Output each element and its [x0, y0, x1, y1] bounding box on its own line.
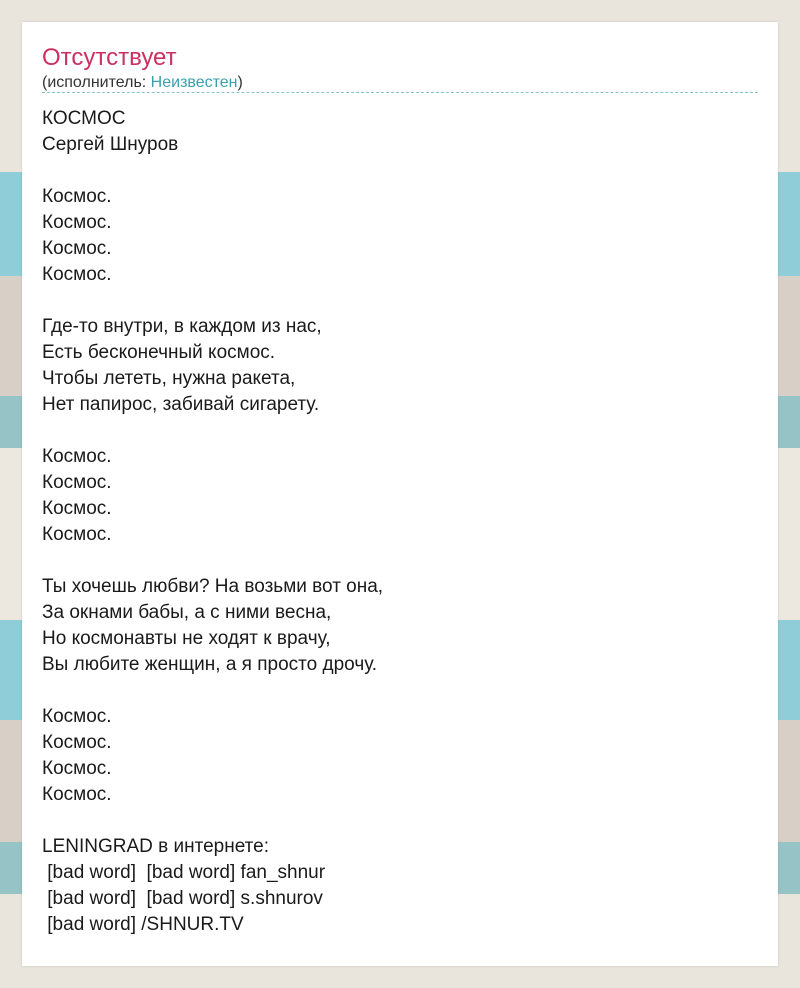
lyrics-card — [22, 22, 778, 966]
lyric-line: За окнами бабы, а с ними весна, — [42, 602, 332, 623]
lyric-line: Сергей Шнуров — [42, 134, 179, 155]
artist-prefix: (исполнитель: — [42, 74, 151, 91]
title-divider — [42, 92, 758, 93]
lyric-line: Нет папирос, забивай сигарету. — [42, 394, 320, 415]
lyric-line: Ты хочешь любви? На возьми вот она, — [42, 576, 384, 597]
blank-line — [42, 548, 758, 574]
lyric-line: Космос. — [42, 524, 112, 545]
artist-suffix: ) — [237, 74, 243, 91]
lyric-line: Где-то внутри, в каждом из нас, — [42, 316, 322, 337]
lyric-line: Космос. — [42, 758, 112, 779]
artist-line — [42, 73, 243, 93]
blank-line — [42, 158, 758, 184]
lyric-line: Космос. — [42, 784, 112, 805]
lyric-line: Космос. — [42, 732, 112, 753]
lyric-line: Космос. — [42, 212, 112, 233]
blank-line — [42, 808, 758, 834]
lyric-line: LENINGRAD в интернете: — [42, 836, 269, 857]
lyric-line: Космос. — [42, 264, 112, 285]
song-title: Отсутствует — [42, 44, 177, 71]
blank-line — [42, 288, 758, 314]
lyric-line: [bad word] [bad word] s.shnurov — [42, 888, 323, 909]
lyric-line: Космос. — [42, 472, 112, 493]
lyric-line: Космос. — [42, 238, 112, 259]
lyric-line: [bad word] [bad word] fan_shnur — [42, 862, 326, 883]
lyric-line: Чтобы лететь, нужна ракета, — [42, 368, 296, 389]
lyric-line: Космос. — [42, 186, 112, 207]
lyrics-body — [42, 106, 758, 938]
artist-link[interactable]: Неизвестен — [150, 74, 238, 91]
blank-line — [42, 418, 758, 444]
lyric-line: Вы любите женщин, а я просто дрочу. — [42, 654, 378, 675]
lyric-line: КОСМОС — [42, 108, 126, 129]
blank-line — [42, 678, 758, 704]
lyric-line: Космос. — [42, 446, 112, 467]
lyric-line: [bad word] /SHNUR.TV — [42, 914, 244, 935]
lyric-line: Есть бесконечный космос. — [42, 342, 276, 363]
lyric-line: Космос. — [42, 706, 112, 727]
lyric-line: Космос. — [42, 498, 112, 519]
lyric-line: Но космонавты не ходят к врачу, — [42, 628, 331, 649]
